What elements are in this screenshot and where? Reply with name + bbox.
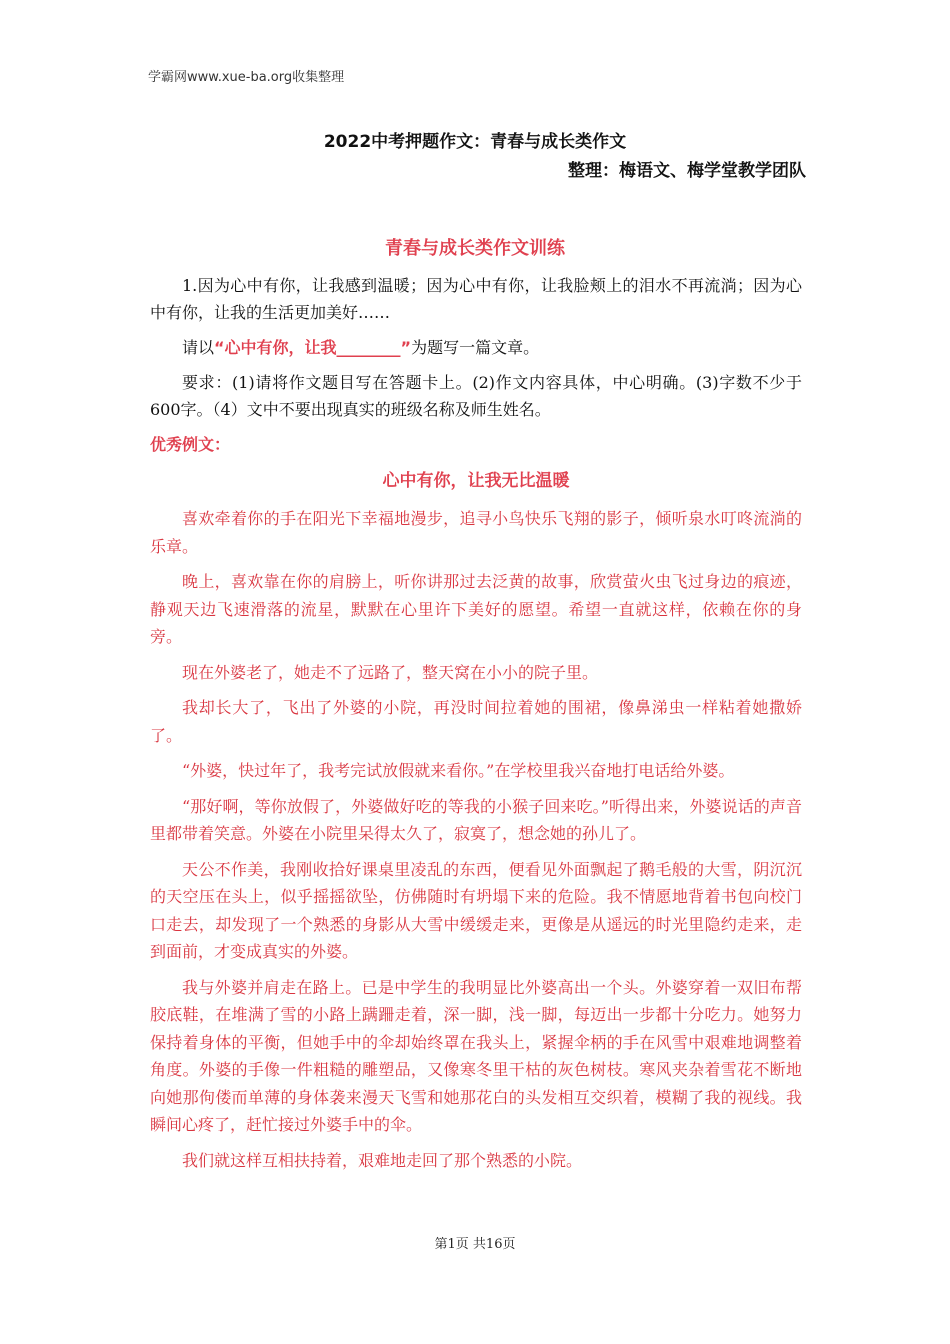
question-intro: 1.因为心中有你，让我感到温暖；因为心中有你，让我脸颊上的泪水不再流淌；因为心中有你，让我的生活更加美好…… — [150, 276, 802, 322]
document-title: 2022中考押题作文：青春与成长类作文 — [323, 132, 627, 152]
question-prompt — [150, 334, 802, 361]
header-note: 学霸网www.xue-ba.org收集整理 — [148, 70, 345, 85]
compiler-credit: 整理：梅语文、梅学堂教学团队 — [568, 161, 806, 181]
prompt-prefix: 请以 — [182, 338, 215, 357]
essay-paragraph: 晚上，喜欢靠在你的肩膀上，听你讲那过去泛黄的故事，欣赏萤火虫飞过身边的痕迹，静观天边飞速滑落的流星，默默在心里许下美好的愿望。希望一直就这样，依赖在你的身旁。 — [150, 572, 802, 646]
essay-paragraph: 我们就这样互相扶持着，艰难地走回了那个熟悉的小院。 — [182, 1150, 583, 1170]
essay-paragraph: “那好啊，等你放假了，外婆做好吃的等我的小猴子回来吃。”听得出来，外婆说话的声音里都带着笑意。外婆在小院里呆得太久了，寂寞了，想念她的孙儿了。 — [150, 796, 802, 843]
prompt-topic: “心中有你，让我________” — [214, 338, 412, 357]
essay-paragraph: 我却长大了，飞出了外婆的小院，再没时间拉着她的围裙，像鼻涕虫一样粘着她撒娇了。 — [150, 698, 802, 745]
essay-paragraph: 天公不作美，我刚收拾好课桌里凌乱的东西，便看见外面飘起了鹅毛般的大雪，阴沉沉的天空压在头上，似乎摇摇欲坠，仿佛随时有坍塌下来的危险。我不情愿地背着书包向校门口走去，却发现了一个熟悉的身影从大雪中缓缓走来，更像是从遥远的时光里隐约走来，走到面前，才变成真实的外婆。 — [150, 859, 802, 961]
question-requirements: 要求：(1)请将作文题目写在答题卡上。(2)作文内容具体，中心明确。(3)字数不少于600字。（4）文中不要出现真实的班级名称及师生姓名。 — [150, 373, 802, 419]
essay-title: 心中有你，让我无比温暖 — [382, 471, 570, 491]
page-footer: 第1页 共16页 — [434, 1237, 516, 1252]
prompt-suffix: 为题写一篇文章。 — [411, 338, 540, 357]
essay-paragraph: 喜欢牵着你的手在阳光下幸福地漫步，追寻小鸟快乐飞翔的影子，倾听泉水叮咚流淌的乐章。 — [150, 509, 802, 556]
example-label: 优秀例文： — [150, 435, 231, 454]
essay-paragraph: 现在外婆老了，她走不了远路了，整天窝在小小的院子里。 — [182, 662, 599, 682]
essay-paragraph: 我与外婆并肩走在路上。已是中学生的我明显比外婆高出一个头。外婆穿着一双旧布帮胶底鞋，在堆满了雪的小路上蹒跚走着，深一脚，浅一脚，每迈出一步都十分吃力。她努力保持着身体的平衡，但她手中的伞却始终罩在我头上，紧握伞柄的手在风雪中艰难地调整着角度。外婆的手像一件粗糙的雕塑品，又像寒冬里干枯的灰色树枝。寒风夹杂着雪花不断地向她那佝偻而单薄的身体袭来漫天飞雪和她那花白的头发相互交织着，模糊了我的视线。我瞬间心疼了，赶忙接过外婆手中的伞。 — [150, 977, 802, 1134]
document-body — [150, 272, 802, 1182]
section-title: 青春与成长类作文训练 — [385, 238, 565, 259]
essay-paragraph: “外婆，快过年了，我考完试放假就来看你。”在学校里我兴奋地打电话给外婆。 — [182, 761, 735, 780]
essay-body — [150, 505, 802, 1174]
